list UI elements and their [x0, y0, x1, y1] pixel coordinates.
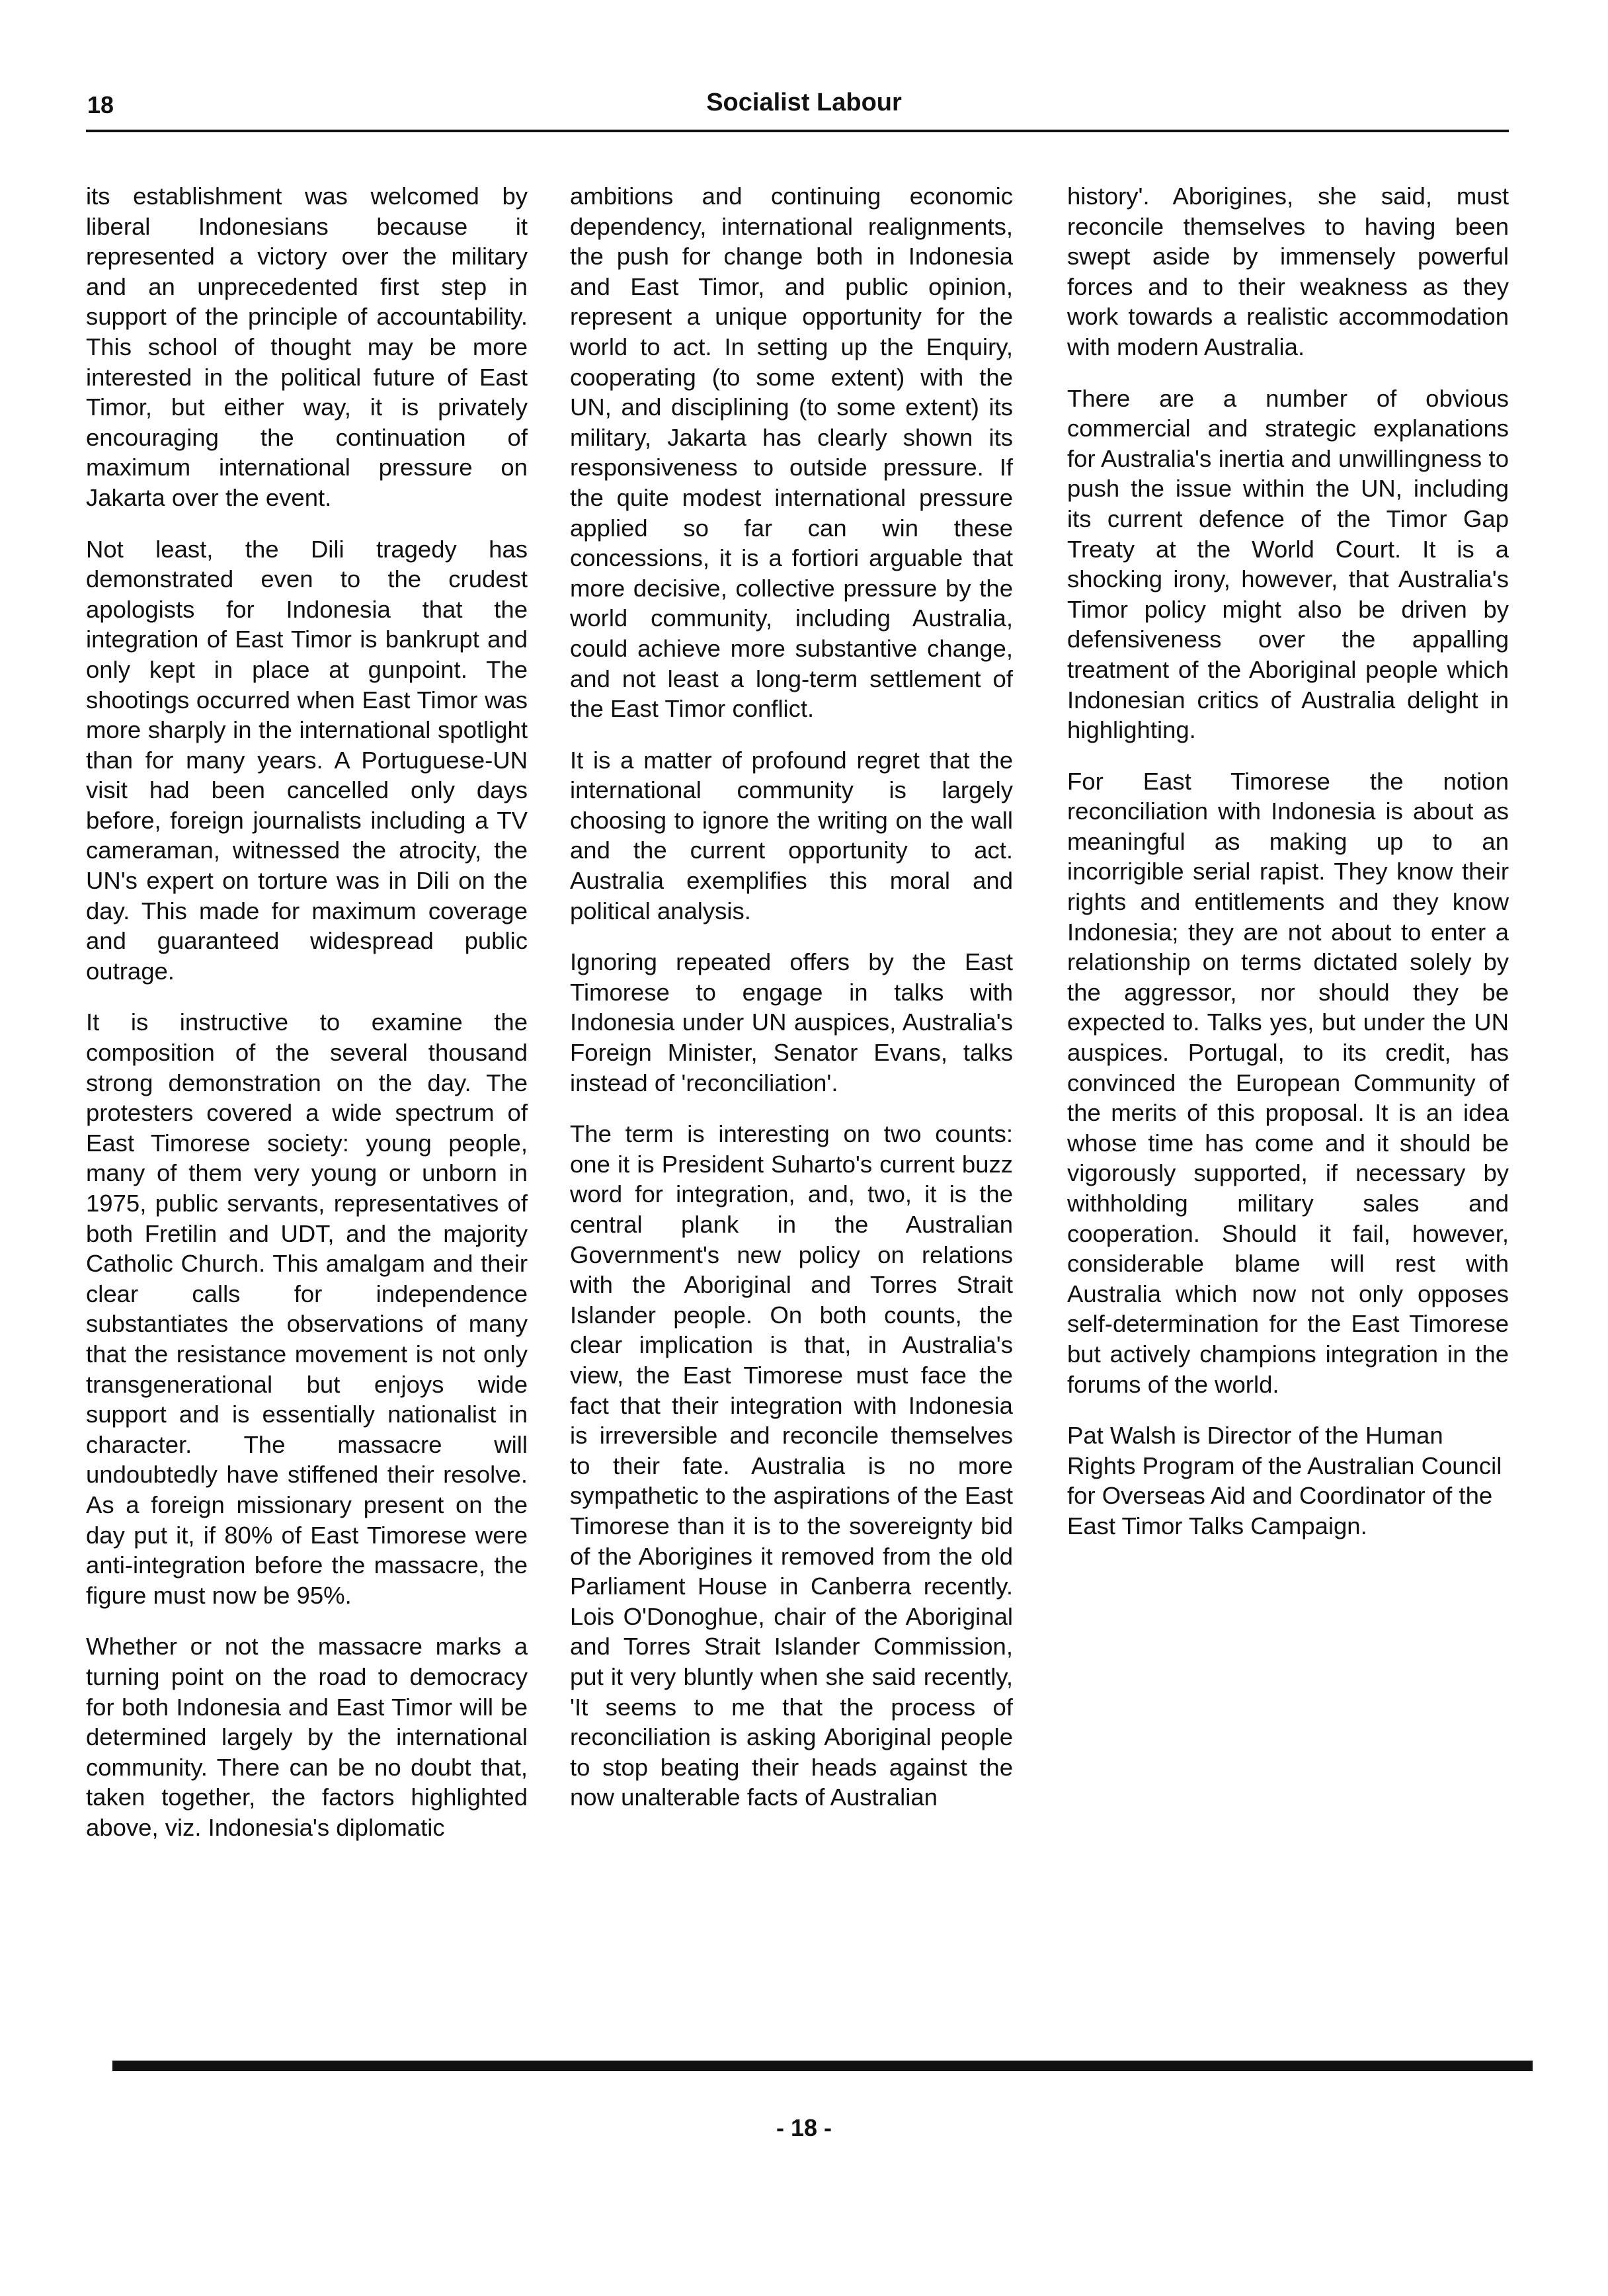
paragraph: history'. Aborigines, she said, must reconcile themselves to having been swept aside by immensely powerful forces and to their weakness as they work towards a realistic accommodation with modern Australia.: [1067, 183, 1509, 360]
paragraph: It is a matter of profound regret that the international community is largely choosing to ignore the writing on the wall and the current opportunity to act. Australia exemplifies this moral and political analysis.: [570, 746, 1013, 924]
header-rule: [86, 130, 1509, 132]
footer-rule: [112, 2061, 1533, 2071]
paragraph: There are a number of obvious commercial and strategic explanations for Australia's inertia and unwillingness to push the issue within the UN, including its current defence of the Timor Gap Treaty at the World Court. It is a shocking irony, however, that Australia's Timor policy might also be driven by defensiveness over the appalling treatment of the Aboriginal people which Indonesian critics of Australia delight in highlighting.: [1067, 384, 1509, 744]
paragraph: Not least, the Dili tragedy has demonstrated even to the crudest apologists for Indonesia that the integration of East Timor is bankrupt and only kept in place at gunpoint. The shootings occurred when East Timor was more sharply in the international spotlight than for many years. A Portuguese-UN visit had been cancelled only days before, foreign journalists including a TV cameraman, witnessed the atrocity, the UN's expert on torture was in Dili on the day. This made for maximum coverage and guaranteed widespread public outrage.: [86, 535, 528, 985]
paragraph: ambitions and continuing economic dependency, international realignments, the push for change both in Indonesia and East Timor, and public opinion, represent a unique opportunity for the world to act. In setting up the Enquiry, cooperating (to some extent) with the UN, and disciplining (to some extent) its military, Jakarta has clearly shown its responsiveness to outside pressure. If the quite modest international pressure applied so far can win these concessions, it is a fortiori arguable that more decisive, collective pressure by the world community, including Australia, could achieve more substantive change, and not least a long-term settlement of the East Timor conflict.: [570, 183, 1013, 723]
paragraph: Whether or not the massacre marks a turning point on the road to democracy for both Indonesia and East Timor will be determined largely by the international community. There can be no doubt that, taken together, the factors highlighted above, viz. Indonesia's diplomatic: [86, 1633, 528, 1841]
header-page-number: 18: [87, 91, 114, 118]
publication-title: Socialist Labour: [706, 89, 902, 116]
paragraph: It is instructive to examine the composition of the several thousand strong demonstration on the day. The protesters covered a wide spectrum of East Timorese society: young people, many of them very young or unborn in 1975, public servants, representatives of both Fretilin and UDT, and the majority Catholic Church. This amalgam and their clear calls for independence substantiates the observations of many that the resistance movement is not only transgenerational but enjoys wide support and is essentially nationalist in character. The massacre will undoubtedly have stiffened their resolve. As a foreign missionary present on the day put it, if 80% of East Timorese were anti-integration before the massacre, the figure must now be 95%.: [86, 1008, 528, 1609]
column-2: [570, 181, 1013, 1834]
column-1: [86, 181, 528, 1864]
paragraph: The term is interesting on two counts: one it is President Suharto's current buzz word for integration, and, two, it is the central plank in the Australian Government's new policy on relations with the Aboriginal and Torres Strait Islander people. On both counts, the clear implication is that, in Australia's view, the East Timorese must face the fact that their integration with Indonesia is irreversible and reconcile themselves to their fate. Australia is no more sympathetic to the aspirations of the East Timorese than it is to the sovereignty bid of the Aborigines it removed from the old Parliament House in Canberra recently. Lois O'Donoghue, chair of the Aboriginal and Torres Strait Islander Commission, put it very bluntly when she said recently, 'It seems to me that the process of reconciliation is asking Aboriginal people to stop beating their heads against the now unalterable facts of Australian: [570, 1120, 1013, 1811]
paragraph: Ignoring repeated offers by the East Timorese to engage in talks with Indonesia under UN auspices, Australia's Foreign Minister, Senator Evans, talks instead of 'reconciliation'.: [570, 948, 1013, 1096]
column-3: [1067, 181, 1509, 1563]
paragraph: For East Timorese the notion reconciliation with Indonesia is about as meaningful as making up to an incorrigible serial rapist. They know their rights and entitlements and they know Indonesia; they are not about to enter a relationship on terms dictated solely by the aggressor, nor should they be expected to. Talks yes, but under the UN auspices. Portugal, to its credit, has convinced the European Community of the merits of this proposal. It is an idea whose time has come and it should be vigorously supported, if necessary by withholding military sales and cooperation. Should it fail, however, considerable blame will rest with Australia which now not only opposes self-determination for the East Timorese but actively champions integration in the forums of the world.: [1067, 767, 1509, 1398]
footer-page-number: - 18 -: [776, 2114, 832, 2141]
paragraph: its establishment was welcomed by liberal Indonesians because it represented a victory over the military and an unprecedented first step in support of the principle of accountability. This school of thought may be more interested in the political future of East Timor, but either way, it is privately encouraging the continuation of maximum international pressure on Jakarta over the event.: [86, 183, 528, 511]
author-bio: Pat Walsh is Director of the Human Rights Program of the Australian Council for Overseas Aid and Coordinator of the East Timor Talks Campaign.: [1067, 1422, 1502, 1539]
